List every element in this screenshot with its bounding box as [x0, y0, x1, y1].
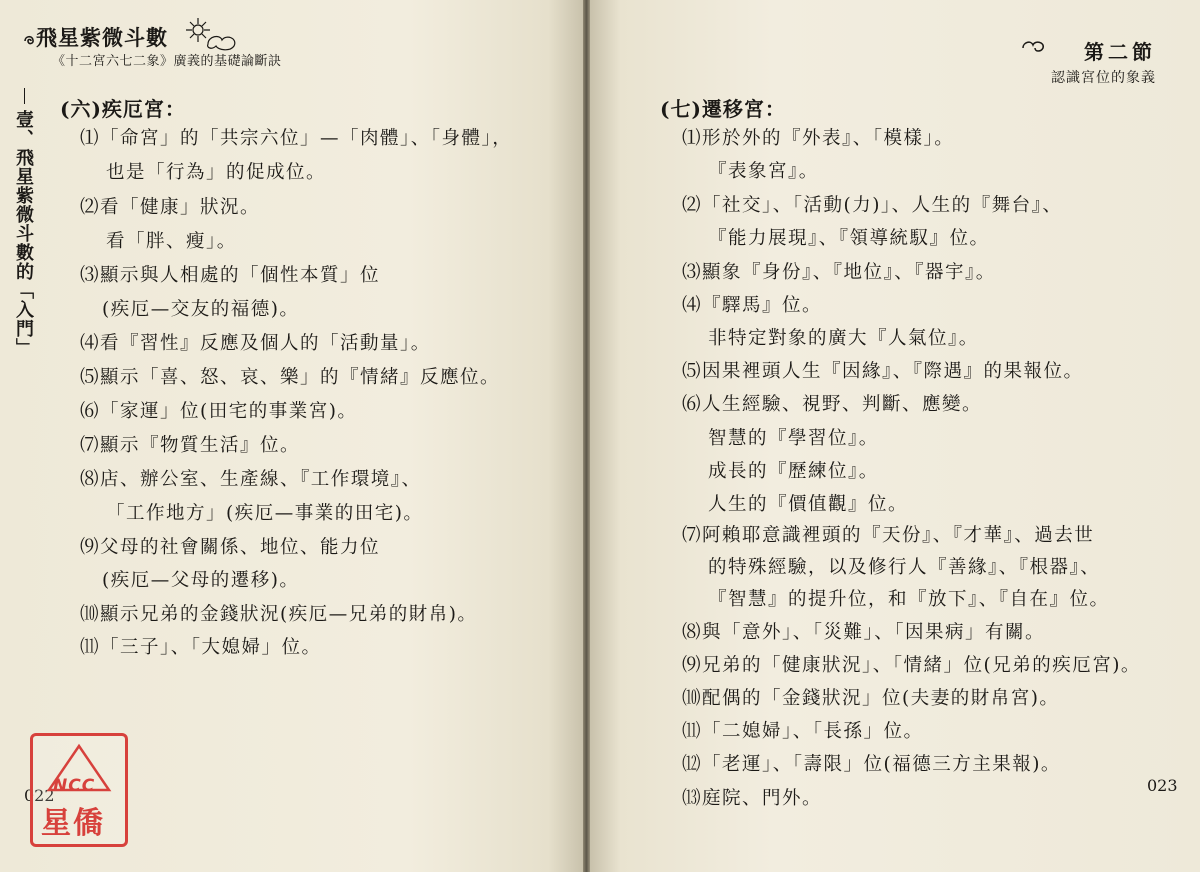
- text-line: ⑵「社交」、「活動(力)」、人生的『舞台』、: [682, 195, 1063, 216]
- text-line: (疾厄—父母的遷移)。: [102, 570, 300, 591]
- text-line: 『能力展現』、『領導統馭』位。: [708, 228, 990, 249]
- text-line: ⒀庭院、門外。: [682, 788, 823, 809]
- text-line: ⑸因果裡頭人生『因緣』、『際遇』的果報位。: [682, 361, 1084, 382]
- text-line: ⑹人生經驗、視野、判斷、應變。: [682, 394, 983, 415]
- text-line: ⑿「老運」、「壽限」位(福德三方主果報)。: [682, 754, 1061, 775]
- text-line: ⑺阿賴耶意識裡頭的『天份』、『才華』、過去世: [682, 525, 1095, 546]
- text-line: 的特殊經驗，以及修行人『善緣』、『根器』、: [708, 557, 1101, 578]
- text-line: 人生的『價值觀』位。: [708, 494, 909, 515]
- section-title-travel: (七)遷移宮：: [660, 97, 786, 121]
- text-line: ⑻店、辦公室、生產線、『工作環境』、: [80, 469, 422, 490]
- text-line: 智慧的『學習位』。: [708, 428, 879, 449]
- left-page: [0, 0, 583, 872]
- star-cloud-icon: [182, 14, 242, 58]
- text-line: (疾厄—交友的福德)。: [102, 299, 300, 320]
- text-line: ⑾「二媳婦」、「長孫」位。: [682, 721, 924, 742]
- text-line: ⑶顯示與人相處的「個性本質」位: [80, 265, 381, 286]
- text-line: 也是「行為」的促成位。: [106, 162, 327, 183]
- text-line: ⑼兄弟的「健康狀況」、「情緒」位(兄弟的疾厄宮)。: [682, 655, 1141, 676]
- text-line: ⑽顯示兄弟的金錢狀況(疾厄—兄弟的財帛)。: [80, 604, 478, 625]
- text-line: 『表象宮』。: [708, 161, 819, 182]
- text-line: ⑾「三子」、「大媳婦」位。: [80, 637, 322, 658]
- book-header: [22, 20, 292, 68]
- stamp-name: 星僑: [41, 806, 105, 841]
- watermark-stamp: [30, 733, 128, 847]
- text-line: ⑶顯象『身份』、『地位』、『器宇』。: [682, 262, 996, 283]
- cloud-swirl-icon: [1021, 38, 1047, 58]
- text-line: ⑷看『習性』反應及個人的「活動量」。: [80, 333, 431, 354]
- text-line: ⑴「命宮」的「共宗六位」—「肉體」、「身體」，: [80, 128, 513, 149]
- text-line: ⑼父母的社會關係、地位、能力位: [80, 537, 381, 558]
- right-page: [590, 0, 1200, 872]
- text-line: 非特定對象的廣大『人氣位』。: [708, 328, 979, 349]
- text-line: 成長的『歷練位』。: [708, 461, 879, 482]
- book-title: 飛星紫微斗數: [36, 25, 168, 50]
- text-line: 「工作地方」(疾厄—事業的田宅)。: [106, 503, 424, 524]
- book-gutter: [583, 0, 590, 872]
- page-number: 023: [1147, 776, 1178, 795]
- text-line: ⑺顯示『物質生活』位。: [80, 435, 301, 456]
- book-subtitle: 《十二宮六七二象》廣義的基礎論斷訣: [52, 54, 282, 69]
- text-line: ⑹「家運」位(田宅的事業宮)。: [80, 401, 358, 422]
- text-line: ⑷『驛馬』位。: [682, 295, 823, 316]
- vertical-rule: [24, 88, 25, 104]
- section-title-illness: (六)疾厄宮：: [60, 97, 186, 121]
- text-line: ⑴形於外的『外表』、「模樣」。: [682, 128, 955, 149]
- chapter-title: 第二節: [1084, 40, 1156, 64]
- text-line: 『智慧』的提升位，和『放下』、『自在』位。: [708, 589, 1110, 610]
- text-line: ⑸顯示「喜、怒、哀、樂」的『情緒』反應位。: [80, 367, 501, 388]
- chapter-subtitle: 認識宮位的象義: [1051, 70, 1156, 86]
- text-line: ⑻與「意外」、「災難」、「因果病」有關。: [682, 622, 1046, 643]
- text-line: ⑵看「健康」狀況。: [80, 197, 261, 218]
- page-number: 022: [24, 786, 55, 805]
- chapter-header: [1051, 36, 1156, 87]
- text-line: ⑽配偶的「金錢狀況」位(夫妻的財帛宮)。: [682, 688, 1060, 709]
- vertical-chapter-title: 壹、飛星紫微斗數的「入門」: [13, 110, 34, 357]
- text-line: 看「胖、瘦」。: [106, 231, 237, 252]
- stamp-brand: NCC: [53, 776, 96, 796]
